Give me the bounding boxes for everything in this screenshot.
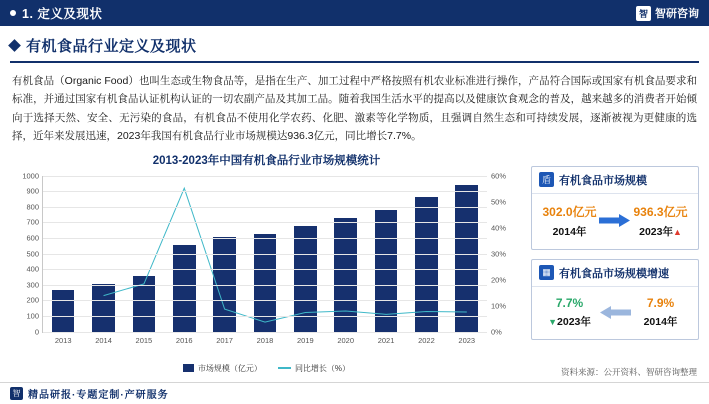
stat-left-year <box>541 314 598 329</box>
chart-gridline <box>43 285 487 286</box>
chart-y-tick-label: 600 <box>26 233 39 243</box>
chart-x-tick-label: 2013 <box>54 335 72 345</box>
chart-x-tick-label: 2019 <box>296 335 314 345</box>
stat-left <box>541 296 598 329</box>
chart-x-tick-label: 2017 <box>216 335 233 345</box>
brand-mark-icon: 智 <box>636 6 651 21</box>
chart-gridline <box>43 316 487 317</box>
legend-swatch-bar-icon <box>183 364 194 372</box>
footer-logo-icon: 智 <box>10 387 23 400</box>
chart-y2-tick-label: 10% <box>491 301 507 310</box>
stat-right-year-label: 2023年 <box>639 225 673 238</box>
stat-card-title: 有机食品市场规模 <box>559 174 647 187</box>
stat-card-body <box>532 287 698 339</box>
chart-y2-tick-label: 0% <box>491 327 502 336</box>
chart-y-tick-label: 400 <box>26 264 39 274</box>
chart-y-tick-label: 300 <box>26 280 39 290</box>
legend-swatch-line-icon <box>278 367 291 369</box>
diamond-icon <box>8 39 21 52</box>
page-title: 有机食品行业定义及现状 <box>26 38 197 55</box>
chart-y2-tick-label: 50% <box>491 197 507 206</box>
slide-footer <box>0 382 709 404</box>
chart-y-tick-label: 800 <box>26 202 39 212</box>
chart-x-tick-label: 2020 <box>337 335 355 345</box>
chart-container <box>10 152 523 374</box>
shield-icon: 盾 <box>539 172 554 187</box>
stat-card-header <box>532 167 698 194</box>
stat-right-year: 2014年 <box>643 315 678 328</box>
stat-right <box>632 296 689 329</box>
content-area <box>10 152 699 374</box>
chart-gridline <box>43 191 487 192</box>
chart-plot-area <box>22 171 507 345</box>
stat-right <box>632 203 689 239</box>
stat-left-value: 302.0亿元 <box>542 204 597 219</box>
stat-right-value: 936.3亿元 <box>633 204 688 219</box>
stat-card-title: 有机食品市场规模增速 <box>559 267 669 280</box>
chart-x-tick-label: 2023 <box>458 335 476 345</box>
chart-gridline <box>43 254 487 255</box>
arrow-left-icon <box>598 306 632 319</box>
legend-label-bar: 市场规模（亿元） <box>197 363 262 373</box>
legend-item-line <box>278 363 350 374</box>
source-note: 资料来源：公开资料、智研咨询整理 <box>560 367 697 377</box>
chart-gridline <box>43 269 487 270</box>
stat-left-value: 7.7% <box>555 295 584 310</box>
chart-x-tick-label: 2018 <box>256 335 274 345</box>
chart-y-tick-label: 500 <box>26 249 39 258</box>
chart-y-tick-label: 700 <box>26 217 39 227</box>
brand-name: 智研咨询 <box>655 8 699 20</box>
chart-x-tick-label: 2022 <box>418 335 435 345</box>
chart-gridline <box>43 300 487 301</box>
stat-left-year-label: 2023年 <box>557 315 591 328</box>
chart-gridline <box>43 222 487 223</box>
bar-chart-icon: ▦ <box>539 265 554 280</box>
brand-logo-group <box>636 5 699 21</box>
arrow-right-icon <box>598 214 632 227</box>
chart-x-tick-label: 2016 <box>175 335 193 345</box>
stat-card-growth-rate <box>531 259 699 340</box>
chart-y-tick-label: 1000 <box>22 171 39 180</box>
body-paragraph: 有机食品（Organic Food）也叫生态或生物食品等，是指在生产、加工过程中严格按照有机农业标准进行操作，产品符合国际或国家有机食品要求和标准，并通过国家有机食品认证机构认证的一切农副产品及其加工品。随着我国生活水平的提高以及健康饮食观念的普及，越来越多的消费者开始倾向于选择天然、安全、无污染的食品，有机食品不使用化学农药、化肥、激素等化学物质，且强调自然生态和可持续发展，逐渐被视为更健康的选择，近年来发展迅速，2023年我国有机食品行业市场规模达936.3亿元，同比增长7.7%。 <box>12 75 697 143</box>
trend-up-icon: ▲ <box>672 226 682 237</box>
chart-legend <box>10 363 523 374</box>
header-title: 1. 定义及现状 <box>22 7 103 21</box>
chart-gridline <box>43 332 487 333</box>
stat-left <box>541 203 598 239</box>
chart-gridline <box>43 207 487 208</box>
stat-right-value: 7.9% <box>646 295 675 310</box>
chart-y-tick-label: 200 <box>26 295 39 305</box>
stat-card-market-size <box>531 166 699 250</box>
chart-gridline <box>43 238 487 239</box>
slide-header <box>0 0 709 26</box>
chart-title: 2013-2023年中国有机食品行业市场规模统计 <box>152 154 381 167</box>
legend-label-line: 同比增长（%） <box>294 363 351 373</box>
chart-y2-tick-label: 20% <box>491 275 507 284</box>
stat-card-body <box>532 194 698 249</box>
chart-y2-tick-label: 30% <box>491 249 507 258</box>
header-bullet-icon <box>10 10 16 16</box>
legend-item-bar <box>183 363 262 374</box>
chart-y-tick-label: 100 <box>26 311 39 321</box>
stat-left-year: 2014年 <box>552 225 587 238</box>
chart-x-tick-label: 2015 <box>135 335 153 345</box>
chart-y2-tick-label: 40% <box>491 223 507 232</box>
section-title-row <box>10 35 699 63</box>
stat-right-year <box>632 224 689 239</box>
stat-cards <box>531 152 699 374</box>
chart-y2-tick-label: 60% <box>491 171 507 180</box>
trend-down-icon: ▼ <box>548 316 558 327</box>
chart-y-tick-label: 900 <box>26 186 39 196</box>
chart-x-tick-label: 2014 <box>95 335 112 345</box>
chart-x-tick-label: 2021 <box>377 335 395 345</box>
chart-gridline <box>43 176 487 177</box>
stat-card-header <box>532 260 698 287</box>
chart-plot-wrap <box>12 170 521 355</box>
footer-text: 精品研报·专题定制·产研服务 <box>28 390 169 401</box>
chart-y-tick-label: 0 <box>34 327 39 336</box>
